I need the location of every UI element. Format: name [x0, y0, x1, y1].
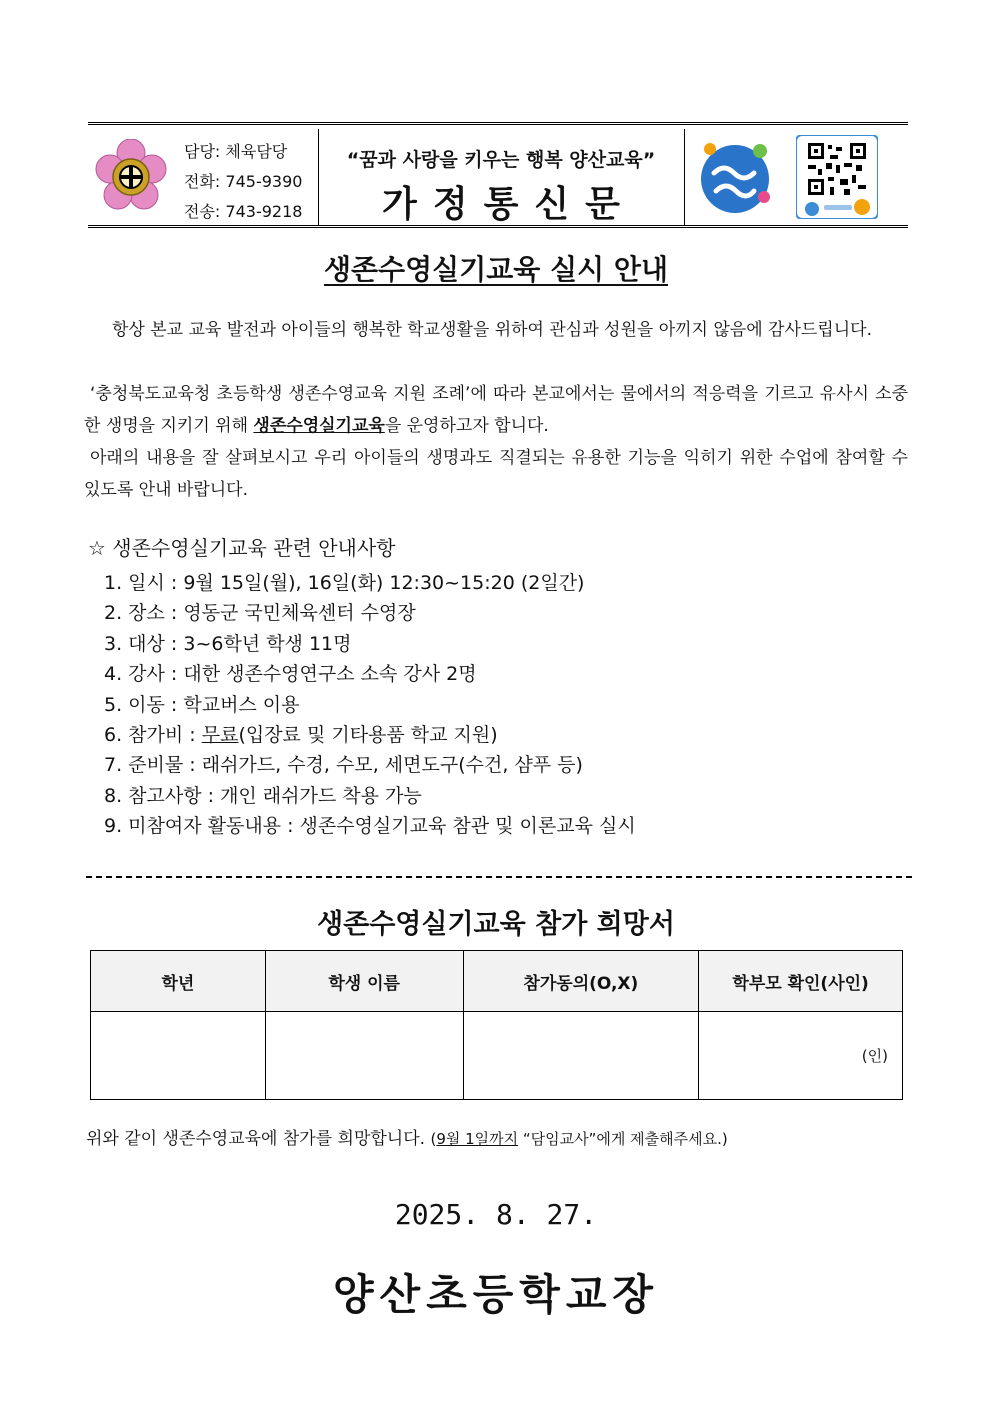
- document-type: 가정통신문: [382, 184, 636, 225]
- fee-free-emphasis: 무료: [201, 724, 239, 747]
- notice-item-fee: 6. 참가비 : 무료(입장료 및 기타용품 학교 지원): [104, 724, 498, 747]
- notice-item-schedule: 1. 일시 : 9월 15일(월), 16일(화) 12:30~15:20 (2일간): [104, 572, 585, 594]
- contact-list: [184, 137, 302, 227]
- notice-title: 생존수영실기교육 실시 안내: [323, 253, 669, 286]
- application-statement: 위와 같이 생존수영교육에 참가를 희망합니다. (9월 1일까지 “담임교사”에게 제출해주세요.): [86, 1129, 728, 1149]
- qr-code-icon: [796, 135, 878, 219]
- student-name-field[interactable]: [265, 1012, 463, 1100]
- contact-manager: 담당: 체육담당: [184, 142, 288, 161]
- greeting-paragraph: 항상 본교 교육 발전과 아이들의 행복한 학교생활을 위하여 관심과 성원을 아끼지 않음에 감사드립니다.: [112, 320, 872, 340]
- column-parent-signature: 학부모 확인(사인): [699, 951, 903, 1012]
- submission-note: (9월 1일까지 “담임교사”에게 제출해주세요.): [430, 1130, 728, 1148]
- column-consent: 참가동의(O,X): [463, 951, 699, 1012]
- notice-item-instructor: 4. 강사 : 대한 생존수영연구소 소속 강사 2명: [104, 663, 477, 686]
- school-slogan: “꿈과 사랑을 키우는 행복 양산교육”: [346, 149, 656, 171]
- application-form-title: 생존수영실기교육 참가 희망서: [317, 909, 675, 940]
- contact-block: [88, 129, 319, 225]
- form-header-row: [91, 951, 903, 1012]
- notice-heading: ☆ 생존수영실기교육 관련 안내사항: [88, 536, 396, 560]
- column-grade: 학년: [91, 951, 266, 1012]
- cut-line-divider: [86, 876, 912, 878]
- program-name-emphasis: 생존수영실기교육: [253, 416, 385, 436]
- notice-items: [104, 568, 636, 842]
- notice-item-target: 3. 대상 : 3~6학년 학생 11명: [104, 632, 352, 655]
- application-form-table: [90, 950, 903, 1100]
- parent-signature-field[interactable]: [699, 1012, 903, 1100]
- request-paragraph: 아래의 내용을 잘 살펴보시고 우리 아이들의 생명과도 직결되는 유용한 기능을 익히기 위한 수업에 참여할 수 있도록 안내 바랍니다.: [84, 448, 908, 500]
- newsletter-title-block: [318, 129, 685, 225]
- column-student-name: 학생 이름: [265, 951, 463, 1012]
- consent-field[interactable]: [463, 1012, 699, 1100]
- issue-date: 2025. 8. 27.: [394, 1198, 598, 1231]
- contact-fax: 전송: 743-9218: [184, 202, 303, 221]
- grade-field[interactable]: [91, 1012, 266, 1100]
- purpose-paragraph: ‘충청북도교육청 초등학생 생존수영교육 지원 조례’에 따라 본교에서는 물에서의 적응력을 기르고 유사시 소중한 생명을 지키기 위해 생존수영실기교육을 운영하고자 합니다.: [84, 384, 908, 436]
- notice-item-transport: 5. 이동 : 학교버스 이용: [104, 693, 300, 716]
- submission-deadline: 9월 1일까지: [436, 1130, 519, 1148]
- logo-block: [684, 129, 908, 225]
- principal-signature: 양산초등학교장: [332, 1270, 659, 1319]
- cheongryeom-world-logo-icon: [696, 135, 774, 219]
- notice-item-supplies: 7. 준비물 : 래쉬가드, 수경, 수모, 세면도구(수건, 샴푸 등): [104, 754, 583, 777]
- letterhead: [88, 122, 908, 228]
- notice-item-location: 2. 장소 : 영동군 국민체육센터 수영장: [104, 602, 416, 625]
- form-entry-row: [91, 1012, 903, 1100]
- notice-item-nonparticipants: 9. 미참여자 활동내용 : 생존수영실기교육 참관 및 이론교육 실시: [104, 815, 636, 838]
- school-emblem-icon: [94, 139, 168, 213]
- seal-mark: (인): [861, 1047, 888, 1065]
- contact-phone: 전화: 745-9390: [184, 172, 303, 191]
- notice-item-remarks: 8. 참고사항 : 개인 래쉬가드 착용 가능: [104, 784, 422, 807]
